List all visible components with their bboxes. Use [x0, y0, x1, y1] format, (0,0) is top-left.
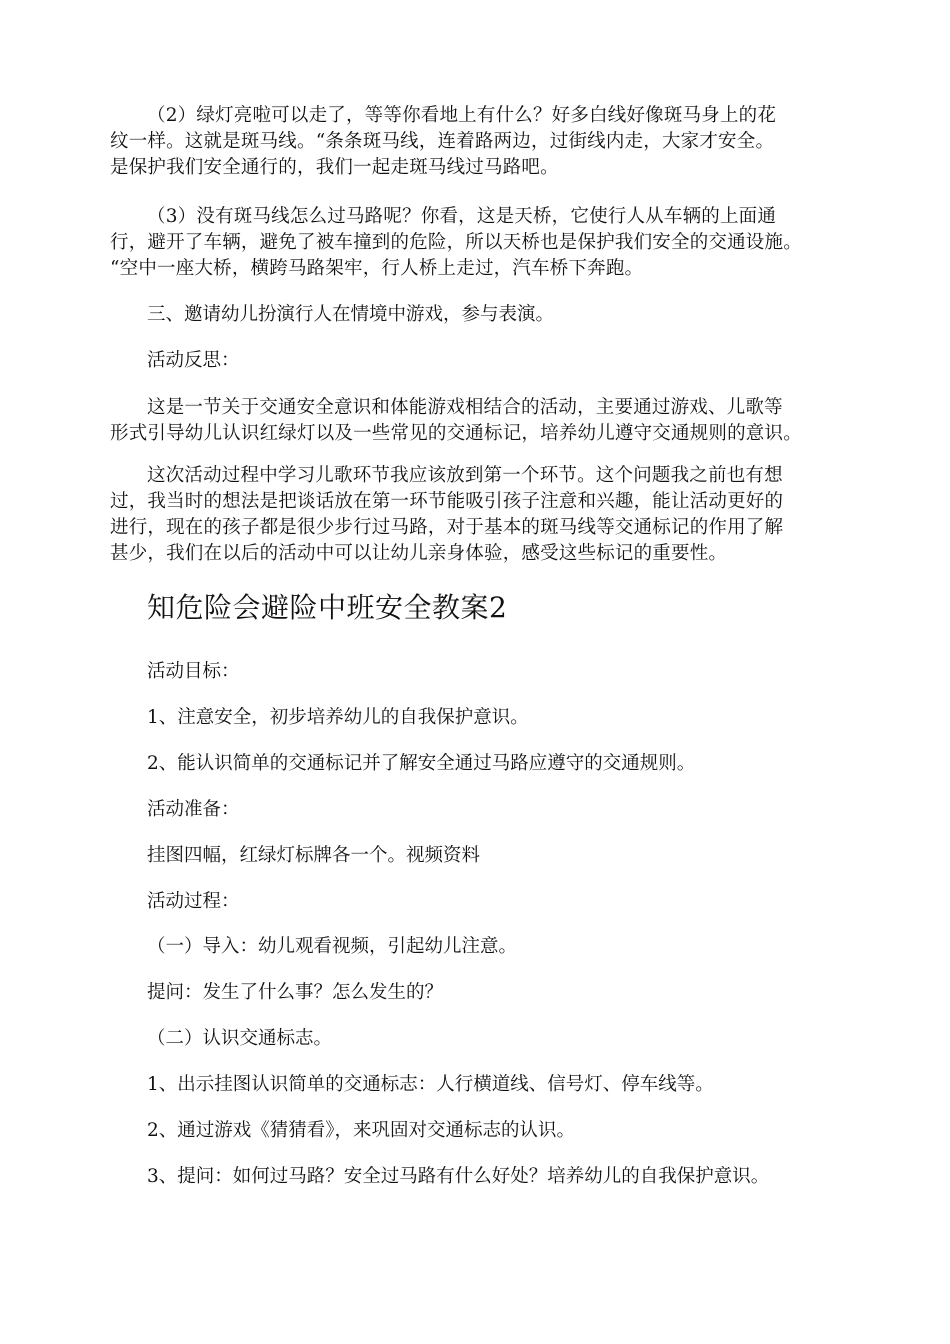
text-line: （3）没有斑马线怎么过马路呢？你看，这是天桥，它使行人从车辆的上面通	[147, 206, 777, 227]
text-line: 形式引导幼儿认识红绿灯以及一些常见的交通标记，培养幼儿遵守交通规则的意识。	[110, 423, 802, 444]
paragraph-overpass	[110, 204, 850, 282]
goal-item: 1、注意安全，初步培养幼儿的自我保护意识。	[147, 707, 529, 728]
text-line: 这次活动过程中学习儿歌环节我应该放到第一个环节。这个问题我之前也有想	[147, 465, 783, 486]
text-line: （2）绿灯亮啦可以走了，等等你看地上有什么？好多白线好像斑马身上的花	[147, 105, 777, 126]
process-item: 1、出示挂图认识简单的交通标志：人行横道线、信号灯、停车线等。	[147, 1074, 714, 1095]
section-label-process: 活动过程：	[147, 891, 240, 912]
paragraph-reflection-detail	[110, 463, 850, 567]
paragraph-reflection-summary	[110, 395, 850, 447]
paragraph-step-three: 三、邀请幼儿扮演行人在情境中游戏，参与表演。	[147, 304, 555, 325]
section-label-reflection: 活动反思：	[147, 350, 240, 371]
text-line: 行，避开了车辆，避免了被车撞到的危险，所以天桥也是保护我们安全的交通设施。	[110, 232, 802, 253]
process-step: （二）认识交通标志。	[147, 1028, 333, 1049]
text-line: 甚少，我们在以后的活动中可以让幼儿亲身体验，感受这些标记的重要性。	[110, 543, 728, 564]
text-line: 这是一节关于交通安全意识和体能游戏相结合的活动，主要通过游戏、儿歌等	[147, 397, 783, 418]
text-line: 纹一样。这就是斑马线。“条条斑马线，连着路两边，过街线内走，大家才安全。	[110, 131, 775, 152]
process-step: （一）导入：幼儿观看视频，引起幼儿注意。	[147, 936, 518, 957]
text-line: “空中一座大桥，横跨马路架牢，行人桥上走过，汽车桥下奔跑。	[110, 258, 644, 279]
section-heading: 知危险会避险中班安全教案2	[147, 591, 508, 624]
text-line: 是保护我们安全通行的，我们一起走斑马线过马路吧。	[110, 157, 559, 178]
goal-item: 2、能认识简单的交通标记并了解安全通过马路应遵守的交通规则。	[147, 753, 696, 774]
section-label-preparation: 活动准备：	[147, 799, 240, 820]
preparation-text: 挂图四幅，红绿灯标牌各一个。视频资料	[147, 845, 481, 866]
text-line: 过，我当时的想法是把谈话放在第一环节能吸引孩子注意和兴趣，能让活动更好的	[110, 491, 784, 512]
paragraph-zebra-crossing	[110, 103, 850, 181]
section-label-goals: 活动目标：	[147, 661, 240, 682]
process-item: 2、通过游戏《猜猜看》，来巩固对交通标志的认识。	[147, 1120, 576, 1141]
process-item: 3、提问：如何过马路？安全过马路有什么好处？培养幼儿的自我保护意识。	[147, 1166, 770, 1187]
text-line: 进行，现在的孩子都是很少步行过马路，对于基本的斑马线等交通标记的作用了解	[110, 517, 784, 538]
process-question: 提问：发生了什么事？怎么发生的？	[147, 982, 444, 1003]
